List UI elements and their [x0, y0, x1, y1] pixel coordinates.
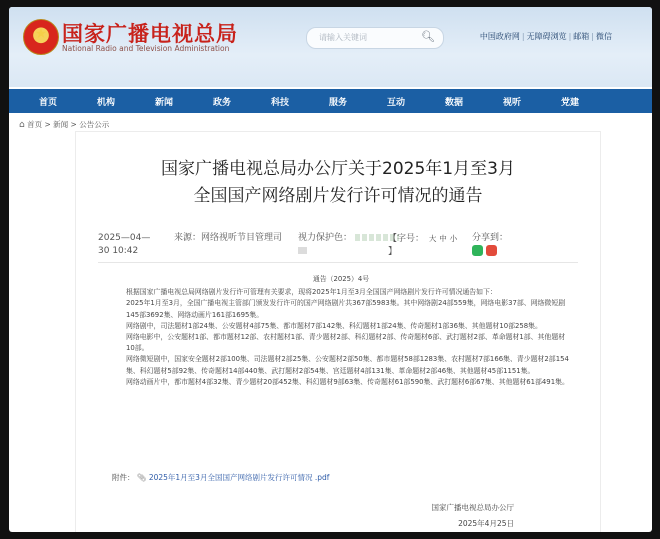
weibo-share-icon[interactable]	[486, 245, 497, 256]
nav-item-interact[interactable]: 互动	[386, 97, 405, 108]
paragraph: 网络动画片中，都市题材4部32集、青少题材20部452集、科幻题材9部63集、传奇题材61部590集、武打题材6部67集、其他题材61部491集。	[126, 377, 569, 386]
font-size-control	[388, 232, 457, 259]
nav-item-service[interactable]: 服务	[328, 97, 347, 108]
browser-page	[9, 7, 652, 532]
home-icon: ⌂	[19, 120, 25, 130]
link-mail[interactable]: 邮箱	[573, 32, 590, 41]
article-body	[112, 274, 570, 388]
wechat-share-icon[interactable]	[472, 245, 483, 256]
separator: |	[568, 32, 572, 41]
article-source: 来源：网络视听节目管理司	[174, 233, 283, 243]
publish-date	[98, 232, 150, 258]
breadcrumb-news[interactable]: 新闻	[53, 120, 69, 129]
article-title-line-2: 全国国产网络剧片发行许可情况的通告	[193, 186, 483, 206]
paragraph: 网络电影中，公安题材1部、都市题材12部、农村题材1部、青少题材2部、科幻题材2部、传奇题材6部、武打题材2部、革命题材1部、其他题材10部。	[126, 333, 566, 353]
paragraph: 根据国家广播电视总局网络剧片发行许可管理有关要求，现将2025年1月至3月全国国产网络剧片发行许可情况通告如下：	[126, 288, 497, 297]
nav-item-tech[interactable]: 科技	[270, 97, 289, 108]
share-control	[472, 232, 508, 258]
nav-item-media[interactable]: 视听	[502, 97, 521, 108]
main-nav	[9, 89, 652, 113]
link-wechat[interactable]: 微信	[596, 32, 612, 41]
eyecare-swatch[interactable]	[298, 247, 307, 254]
link-gov[interactable]: 中国政府网	[479, 32, 520, 41]
nav-item-party[interactable]: 党建	[560, 97, 579, 108]
nav-item-news[interactable]: 新闻	[154, 97, 173, 108]
signature: 国家广播电视总局办公厅	[431, 503, 514, 512]
nav-item-home[interactable]: 首页	[38, 97, 57, 108]
national-emblem-logo[interactable]	[23, 19, 59, 55]
site-title[interactable]: 国家广播电视总局	[62, 22, 238, 46]
nav-item-data[interactable]: 数据	[444, 97, 463, 108]
nav-item-org[interactable]: 机构	[96, 97, 115, 108]
article-title	[76, 156, 600, 210]
search-input[interactable]: 请输入关键词	[319, 33, 367, 42]
article-title-line-1: 国家广播电视总局办公厅关于2025年1月至3月	[161, 159, 515, 179]
paragraph: 2025年1月至3月，全国广播电视主管部门颁发发行许可的国产网络剧片共367部5983集。其中网络剧24部559集，网络电影37部、网络微短剧145部3692集、网络动画片161部1695集。	[126, 299, 566, 319]
site-subtitle: National Radio and Television Administration	[62, 44, 230, 53]
attachment-icon: 📎︎	[136, 473, 147, 482]
font-size-label: 【字号：	[388, 234, 425, 244]
font-size-large[interactable]: 大	[428, 234, 437, 243]
article-panel	[75, 131, 601, 532]
paragraph: 网络微短剧中，国家安全题材2部100集、司法题材2部25集、公安题材2部50集、都市题材58部1283集、农村题材7部166集、青少题材2部154集、科幻题材5部92集、传奇题材14部440集、武打题材2部54集、宫廷题材4部131集、革命题材2部46集、其他题材45部1151集。	[126, 355, 569, 375]
doc-number: 通告（2025）4号	[312, 275, 370, 283]
breadcrumb: ⌂ 首页 > 新闻 > 公告公示	[19, 120, 110, 130]
font-size-medium[interactable]: 中	[439, 234, 447, 243]
separator: |	[591, 32, 594, 41]
site-header	[9, 7, 652, 87]
publish-date-line-1: 2025—04—	[98, 233, 151, 243]
eyecare-label: 视力保护色：	[298, 233, 353, 243]
share-label: 分享到：	[472, 233, 509, 243]
divider	[98, 262, 578, 263]
attachment-label: 附件：	[112, 473, 135, 482]
search-box[interactable]	[306, 27, 444, 49]
eyecare-control	[298, 232, 399, 258]
paragraph: 网络剧中，司法题材1部24集、公安题材4部75集、都市题材7部142集、科幻题材1部24集、传奇题材1部36集、其他题材10部258集。	[126, 321, 542, 330]
sign-date: 2025年4月25日	[458, 519, 514, 528]
font-size-close-bracket: 】	[388, 247, 398, 257]
nav-item-affairs[interactable]: 政务	[212, 97, 231, 108]
font-size-small[interactable]: 小	[449, 234, 458, 243]
publish-date-line-2: 30 10:42	[98, 246, 139, 256]
breadcrumb-home[interactable]: 首页	[27, 120, 43, 129]
attachment-link[interactable]: 2025年1月至3月全国国产网络剧片发行许可情况 .pdf	[148, 473, 330, 482]
search-icon[interactable]: 🔍︎	[421, 30, 435, 43]
breadcrumb-notice[interactable]: 公告公示	[79, 120, 110, 129]
attachment	[112, 472, 329, 483]
separator: |	[521, 32, 525, 41]
link-accessibility[interactable]: 无障碍浏览	[526, 32, 567, 41]
top-links	[478, 31, 614, 42]
